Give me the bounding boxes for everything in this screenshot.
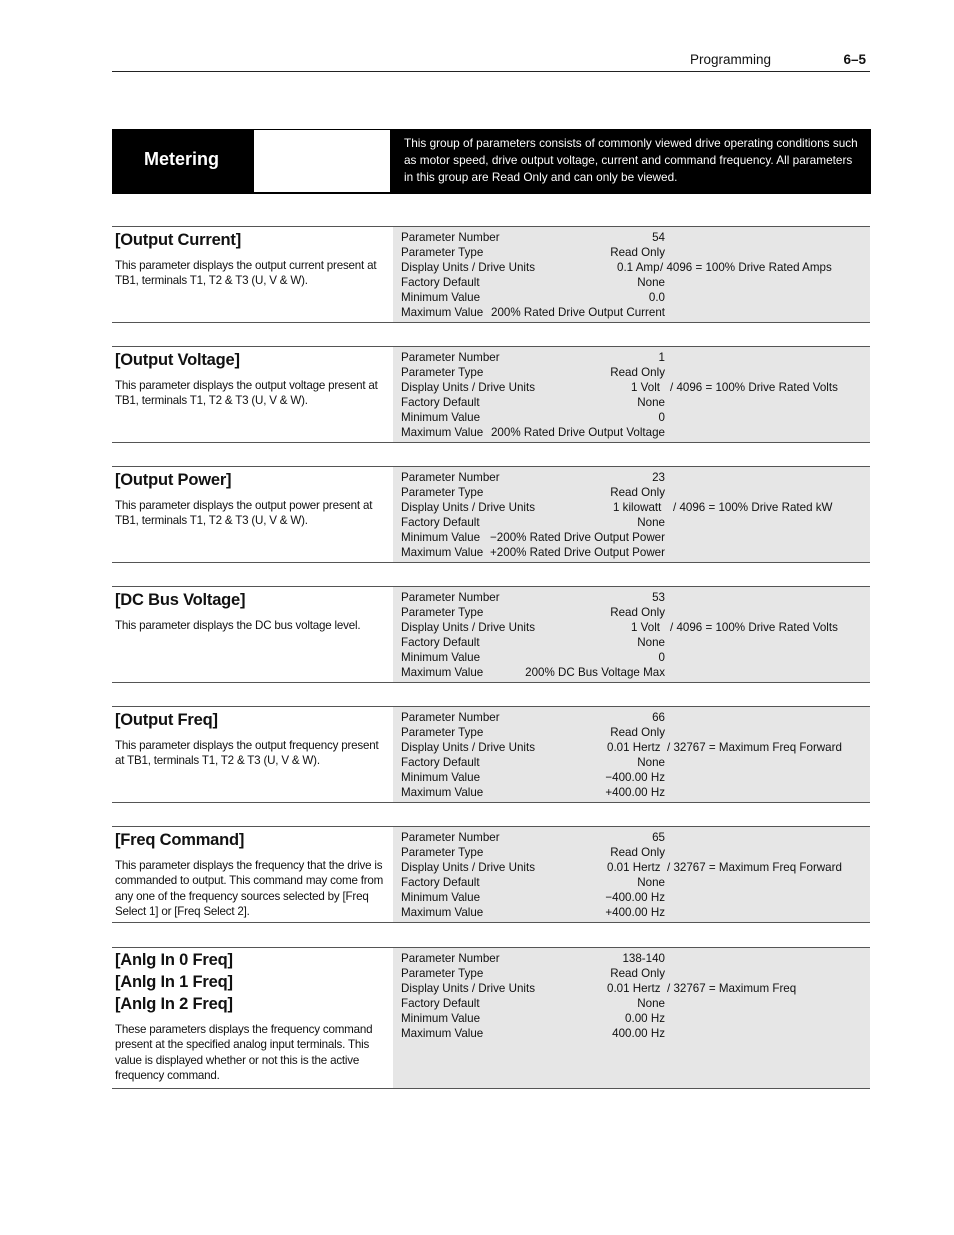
spec-row (401, 245, 871, 260)
parameter-info (112, 227, 393, 322)
parameter-block (112, 826, 870, 923)
spec-label: Factory Default (401, 997, 480, 1010)
spec-row (401, 770, 871, 785)
spec-value: 0 (658, 651, 665, 664)
spec-value: None (637, 636, 665, 649)
spec-label: Parameter Type (401, 606, 484, 619)
spec-row (401, 305, 871, 320)
spec-row (401, 635, 871, 650)
page-header (112, 50, 870, 72)
spec-value: 1 Volt (631, 381, 661, 394)
spec-label: Display Units / Drive Units (401, 741, 536, 754)
spec-value: 200% DC Bus Voltage Max (525, 666, 665, 679)
spec-row (401, 230, 871, 245)
spec-label: Parameter Number (401, 591, 500, 604)
parameter-description: This parameter displays the output current present at TB1, terminals T1, T2 & T3 (U, V & W). (115, 259, 377, 288)
spec-row (401, 545, 871, 560)
spec-label: Maximum Value (401, 546, 484, 559)
spec-row (401, 425, 871, 440)
spec-row (401, 395, 871, 410)
spec-label: Parameter Number (401, 231, 500, 244)
spec-value: None (637, 756, 665, 769)
spec-row (401, 500, 871, 515)
spec-row (401, 966, 871, 981)
spec-value: 0.01 Hertz (607, 741, 661, 754)
spec-value: 1 kilowatt (613, 501, 662, 514)
spec-label: Parameter Number (401, 471, 500, 484)
spec-row (401, 650, 871, 665)
parameter-block (112, 226, 870, 323)
spec-label: Parameter Type (401, 366, 484, 379)
spec-value: None (637, 396, 665, 409)
spec-value: 1 Volt (631, 621, 661, 634)
spec-value: 53 (652, 591, 665, 604)
parameter-info (112, 467, 393, 562)
spec-value: 65 (652, 831, 665, 844)
spec-row (401, 755, 871, 770)
spec-value: +400.00 Hz (605, 906, 665, 919)
spec-value: Read Only (610, 486, 665, 499)
parameter-info (112, 948, 393, 1088)
spec-label: Display Units / Drive Units (401, 501, 536, 514)
spec-label: Factory Default (401, 876, 480, 889)
spec-value: None (637, 876, 665, 889)
parameter-spec-table (393, 827, 870, 922)
spec-value: None (637, 516, 665, 529)
spec-value: +400.00 Hz (605, 786, 665, 799)
spec-label: Maximum Value (401, 1027, 484, 1040)
parameter-block (112, 586, 870, 683)
spec-row (401, 996, 871, 1011)
spec-label: Display Units / Drive Units (401, 381, 536, 394)
parameter-title: [Freq Command] (115, 831, 245, 849)
spec-row (401, 470, 871, 485)
parameter-block (112, 346, 870, 443)
parameter-description: This parameter displays the output voltage present at TB1, terminals T1, T2 & T3 (U, V & W). (115, 379, 378, 408)
parameter-spec-table (393, 347, 870, 442)
parameter-title: [Anlg In 1 Freq] (115, 973, 233, 991)
spec-label: Factory Default (401, 276, 480, 289)
spec-label: Parameter Number (401, 831, 500, 844)
spec-label: Maximum Value (401, 666, 484, 679)
spec-label: Factory Default (401, 636, 480, 649)
spec-label: Minimum Value (401, 1012, 481, 1025)
spec-label: Maximum Value (401, 426, 484, 439)
section-name: Programming (690, 52, 772, 67)
spec-row (401, 515, 871, 530)
spec-row (401, 860, 871, 875)
group-description: This group of parameters consists of commonly viewed drive operating conditions such as motor speed, drive output voltage, current and command frequency. All parameters in this group are Read Only and can only be viewed. (404, 136, 858, 184)
spec-row (401, 905, 871, 920)
spec-row (401, 275, 871, 290)
spec-extra: / 32767 = Maximum Freq Forward (667, 741, 842, 754)
parameter-info (112, 827, 393, 922)
spec-extra: / 4096 = 100% Drive Rated Volts (670, 381, 838, 394)
spec-extra: / 4096 = 100% Drive Rated Amps (660, 261, 832, 274)
parameter-block (112, 706, 870, 803)
spec-label: Maximum Value (401, 786, 484, 799)
spec-value: 54 (652, 231, 665, 244)
spec-value: 0.0 (648, 291, 665, 304)
spec-label: Display Units / Drive Units (401, 621, 536, 634)
parameter-description: This parameter displays the output power present at TB1, terminals T1, T2 & T3 (U, V & W). (115, 499, 373, 528)
spec-row (401, 845, 871, 860)
page-number: 6–5 (843, 52, 866, 67)
spec-label: Parameter Number (401, 711, 500, 724)
parameter-title: [Anlg In 0 Freq] (115, 951, 233, 969)
spec-value: 23 (652, 471, 665, 484)
spec-value: 400.00 Hz (612, 1027, 665, 1040)
group-title: Metering (144, 149, 220, 169)
spec-label: Minimum Value (401, 291, 481, 304)
spec-label: Factory Default (401, 756, 480, 769)
spec-value: 0.01 Hertz (607, 982, 661, 995)
spec-row (401, 290, 871, 305)
spec-label: Display Units / Drive Units (401, 861, 536, 874)
spec-row (401, 1026, 871, 1041)
banner-blank-box (253, 129, 391, 193)
group-banner (112, 129, 871, 194)
spec-value: 200% Rated Drive Output Voltage (490, 426, 665, 439)
spec-value: Read Only (610, 846, 665, 859)
spec-value: 138-140 (622, 952, 665, 965)
spec-label: Minimum Value (401, 651, 481, 664)
spec-extra: / 4096 = 100% Drive Rated Volts (670, 621, 838, 634)
spec-row (401, 740, 871, 755)
parameter-title: [DC Bus Voltage] (115, 591, 246, 609)
spec-row (401, 410, 871, 425)
spec-label: Maximum Value (401, 306, 484, 319)
spec-value: Read Only (610, 967, 665, 980)
spec-row (401, 725, 871, 740)
spec-value: 200% Rated Drive Output Current (491, 306, 665, 319)
spec-row (401, 620, 871, 635)
spec-label: Factory Default (401, 396, 480, 409)
spec-label: Parameter Type (401, 967, 484, 980)
spec-row (401, 350, 871, 365)
spec-row (401, 981, 871, 996)
spec-value: None (637, 276, 665, 289)
spec-value: 0 (658, 411, 665, 424)
parameter-info (112, 707, 393, 802)
spec-value: Read Only (610, 726, 665, 739)
spec-label: Parameter Number (401, 952, 500, 965)
spec-row (401, 710, 871, 725)
spec-row (401, 890, 871, 905)
spec-label: Parameter Type (401, 846, 484, 859)
spec-label: Minimum Value (401, 531, 481, 544)
spec-row (401, 260, 871, 275)
parameter-info (112, 587, 393, 682)
parameter-info (112, 347, 393, 442)
spec-row (401, 530, 871, 545)
spec-row (401, 1011, 871, 1026)
spec-extra: / 32767 = Maximum Freq Forward (667, 861, 842, 874)
spec-value: 0.00 Hz (625, 1012, 665, 1025)
spec-value: 66 (652, 711, 665, 724)
spec-value: None (637, 997, 665, 1010)
parameter-spec-table (393, 707, 870, 802)
spec-value: Read Only (610, 366, 665, 379)
spec-row (401, 590, 871, 605)
spec-row (401, 875, 871, 890)
spec-value: −400.00 Hz (605, 891, 665, 904)
spec-label: Minimum Value (401, 771, 481, 784)
spec-row (401, 785, 871, 800)
parameter-title: [Output Voltage] (115, 351, 240, 369)
spec-label: Display Units / Drive Units (401, 261, 536, 274)
spec-value: +200% Rated Drive Output Power (490, 546, 665, 559)
spec-value: −200% Rated Drive Output Power (490, 531, 665, 544)
spec-row (401, 605, 871, 620)
parameter-spec-table (393, 948, 870, 1088)
spec-row (401, 951, 871, 966)
parameter-title: [Output Current] (115, 231, 242, 249)
parameter-description: This parameter displays the DC bus voltage level. (115, 619, 361, 632)
parameter-title: [Output Freq] (115, 711, 218, 729)
spec-value: 1 (658, 351, 665, 364)
spec-value: 0.1 Amp (617, 261, 660, 274)
parameter-block (112, 947, 870, 1089)
spec-row (401, 365, 871, 380)
spec-label: Parameter Type (401, 246, 484, 259)
parameter-block (112, 466, 870, 563)
parameter-title: [Anlg In 2 Freq] (115, 995, 233, 1013)
parameter-spec-table (393, 227, 870, 322)
spec-extra: / 32767 = Maximum Freq (667, 982, 797, 995)
spec-label: Parameter Type (401, 726, 484, 739)
parameter-title: [Output Power] (115, 471, 232, 489)
parameter-description: This parameter displays the output frequency present at TB1, terminals T1, T2 & T3 (U, V & W). (115, 739, 379, 768)
parameter-spec-table (393, 467, 870, 562)
parameter-description: These parameters displays the frequency command present at the specified analog input terminals. This value is displayed whether or not this is the active frequency command. (115, 1023, 373, 1082)
spec-row (401, 830, 871, 845)
spec-label: Parameter Type (401, 486, 484, 499)
spec-row (401, 380, 871, 395)
parameter-description: This parameter displays the frequency that the drive is commanded to output. This command may come from any one of the frequency sources selected by [Freq Select 1] or [Freq Select 2]. (115, 859, 384, 918)
spec-label: Maximum Value (401, 906, 484, 919)
spec-label: Display Units / Drive Units (401, 982, 536, 995)
spec-row (401, 485, 871, 500)
spec-label: Factory Default (401, 516, 480, 529)
spec-row (401, 665, 871, 680)
spec-value: Read Only (610, 606, 665, 619)
spec-label: Parameter Number (401, 351, 500, 364)
spec-value: 0.01 Hertz (607, 861, 661, 874)
spec-extra: / 4096 = 100% Drive Rated kW (673, 501, 833, 514)
spec-value: Read Only (610, 246, 665, 259)
spec-label: Minimum Value (401, 891, 481, 904)
spec-value: −400.00 Hz (605, 771, 665, 784)
parameter-spec-table (393, 587, 870, 682)
spec-label: Minimum Value (401, 411, 481, 424)
